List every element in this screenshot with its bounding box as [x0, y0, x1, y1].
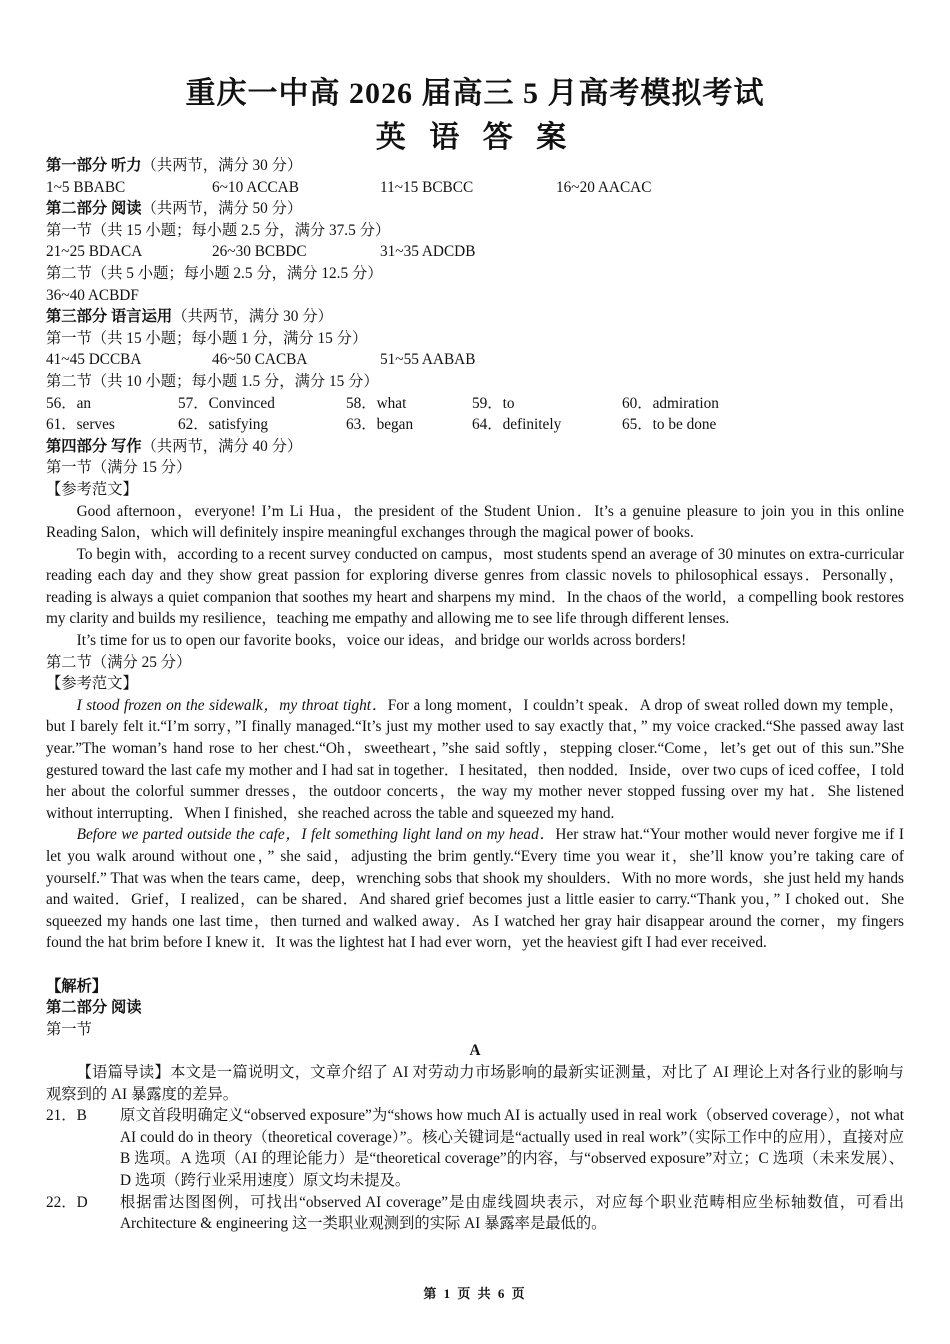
- answer-group: 31~35 ADCDB: [380, 243, 476, 261]
- fill-answer: 62．satisfying: [178, 416, 269, 434]
- fill-answer: 61．serves: [46, 416, 115, 434]
- essay2-lead-sentence: Before we parted outside the cafe，I felt something light land on my head．: [76, 826, 556, 844]
- page-footer: 第 1 页 共 6 页: [423, 1286, 527, 1301]
- answer-group: 46~50 CACBA: [212, 351, 308, 369]
- answer-group: 21~25 BDACA: [46, 243, 143, 261]
- item-text: 原文首段明确定义“observed exposure”为“shows how much AI is actually used in real work（observed coverage），not what AI could do in theory（theoretical coverage）”。核心关键词是“actually used in real work”（实际工作中的应用），直接对应 B 选项。A 选项（AI 的理论能力）是“theoretical coverage”的内容，与“observed exposure”对立；C 选项（未来发展）、D 选项（跨行业采用速度）原文均未提及。: [120, 1107, 904, 1189]
- analysis-item: [46, 1105, 904, 1191]
- item-number: 21．B: [46, 1107, 87, 1125]
- part4-section1: 第一节（满分 15 分）: [46, 459, 192, 477]
- fill-answer: 57．Convinced: [178, 394, 275, 412]
- fill-answer: 59．to: [472, 394, 515, 412]
- part2-section1: 第一节（共 15 小题；每小题 2.5 分，满分 37.5 分）: [46, 221, 391, 239]
- answer-group: 11~15 BCBCC: [380, 178, 474, 196]
- part3-note: （共两节，满分 30 分）: [172, 308, 333, 326]
- analysis-item: [46, 1192, 904, 1235]
- part2-header: [46, 198, 904, 220]
- document-body: [46, 155, 904, 1235]
- answer-group: 16~20 AACAC: [556, 178, 652, 196]
- fill-answer: 56．an: [46, 394, 92, 412]
- part2-note: （共两节，满分 50 分）: [141, 200, 303, 218]
- analysis-section: 第一节: [46, 1020, 92, 1038]
- fill-answer: 64．definitely: [472, 416, 562, 434]
- part4-note: （共两节，满分 40 分）: [141, 437, 303, 455]
- analysis-heading: 【解析】: [46, 977, 108, 995]
- part2-heading: 第二部分 阅读: [46, 200, 142, 218]
- part3-section1: 第一节（共 15 小题；每小题 1 分，满分 15 分）: [46, 329, 368, 347]
- part4-header: [46, 436, 904, 458]
- fill-answer: 60．admiration: [622, 394, 719, 412]
- essay2-paragraph: [46, 695, 904, 825]
- answer-group: 1~5 BBABC: [46, 178, 126, 196]
- intro-label: 【语篇导读】: [76, 1063, 171, 1081]
- part1-heading: 第一部分 听力: [46, 157, 142, 174]
- part4-heading: 第四部分 写作: [46, 437, 142, 455]
- part3-header: [46, 306, 904, 328]
- part1-note: （共两节，满分 30 分）: [141, 157, 303, 174]
- essay2-text: Her straw hat.“Your mother would never forgive me if I let you walk around without one，” she said，adjusting the brim gently.“Every time you wear it，she’ll know you’re taking care of yourself.” That was when the tears came，deep，wrenching sobs that shook my shoulders．With no more words，she just held my hands and waited．Grief，I realized，can be shared．And shared grief becomes just a little easier to carry.“Thank you，” I choked out．She squeezed my hands one last time，then turned and walked away．As I watched her gray hair disappear around the corner，my fingers found the hat brim before I knew it．It was the lightest hat I had ever worn，yet the heaviest gift I had ever received.: [46, 826, 904, 952]
- item-text: 根据雷达图图例，可找出“observed AI coverage”是由虚线圆块表示，对应每个职业范畴相应坐标轴数值，可看出 Architecture & engineering 这一类职业观测到的实际 AI 暴露率是最低的。: [120, 1193, 904, 1233]
- essay2-paragraph: [46, 824, 904, 954]
- essay1-paragraph: Good afternoon，everyone! I’m Li Hua，the president of the Student Union．It’s a genuine pleasure to join you in this online Reading Salon，which will definitely inspire meaningful exchanges through the magical power of books.: [46, 502, 904, 542]
- essay1-paragraph: It’s time for us to open our favorite books，voice our ideas，and bridge our worlds across borders!: [76, 632, 687, 650]
- passage-intro: [46, 1062, 904, 1105]
- fill-answer: 58．what: [346, 394, 407, 412]
- part2-section2-answers: 36~40 ACBDF: [46, 286, 139, 304]
- part4-section2: 第二节（满分 25 分）: [46, 653, 192, 671]
- part2-section2: 第二节（共 5 小题；每小题 2.5 分，满分 12.5 分）: [46, 264, 383, 282]
- part3-heading: 第三部分 语言运用: [46, 308, 173, 326]
- part3-section1-answers: [46, 349, 904, 371]
- page-subtitle: 英 语 答 案: [375, 121, 575, 154]
- part3-section2: 第二节（共 10 小题；每小题 1.5 分，满分 15 分）: [46, 372, 379, 390]
- part3-fill-row1: [46, 393, 904, 415]
- essay1-paragraph: To begin with，according to a recent survey conducted on campus，most students spend an average of 30 minutes on extra-curricular reading each day and they show great passion for exploring diverse genres from classic novels to philosophical essays．Personally，reading is always a quiet companion that soothes my heart and sharpens my mind．In the chaos of the world，a compelling book restores my clarity and builds my resilience，teaching me empathy and allowing me to see life through different lenses.: [46, 545, 904, 628]
- fill-answer: 63．began: [346, 416, 414, 434]
- part1-header: [46, 155, 904, 177]
- part3-fill-row2: [46, 414, 904, 436]
- part2-section1-answers: [46, 241, 904, 263]
- reference-label: 【参考范文】: [46, 675, 138, 693]
- answer-group: 26~30 BCBDC: [212, 243, 307, 261]
- essay2-lead-sentence: I stood frozen on the sidewalk，my throat tight．: [76, 696, 388, 714]
- essay2-text: For a long moment，I couldn’t speak．A drop of sweat rolled down my temple，but I barely felt it.“I’m sorry，”I finally managed.“It’s just my mother used to say exactly that，” my voice cracked.“She passed away last year.”The woman’s hand rose to her chest.“Oh，sweetheart，”she said softly，stepping closer.“Come，let’s get out of this sun.”She gestured toward the last cafe my mother and I had sat in together．I hesitated，then nodded．Inside，over two cups of iced coffee，I told her about the colorful summer dresses，the outdoor concerts，the way my mother never stopped fussing over my hat．She listened without interrupting．When I finished，she reached across the table and squeezed my hand.: [46, 696, 904, 822]
- reference-label: 【参考范文】: [46, 480, 138, 498]
- answer-group: 41~45 DCCBA: [46, 351, 142, 369]
- answer-group: 51~55 AABAB: [380, 351, 476, 369]
- fill-answer: 65．to be done: [622, 416, 717, 434]
- intro-text: 本文是一篇说明文，文章介绍了 AI 对劳动力市场影响的最新实证测量，对比了 AI 理论上对各行业的影响与观察到的 AI 暴露度的差异。: [46, 1063, 904, 1103]
- page-title: 重庆一中高 2026 届高三 5 月高考模拟考试: [185, 77, 765, 110]
- part1-answers: [46, 177, 904, 199]
- analysis-part: 第二部分 阅读: [46, 999, 142, 1017]
- item-number: 22．D: [46, 1193, 88, 1211]
- answer-group: 6~10 ACCAB: [212, 178, 299, 196]
- passage-label: A: [469, 1042, 481, 1060]
